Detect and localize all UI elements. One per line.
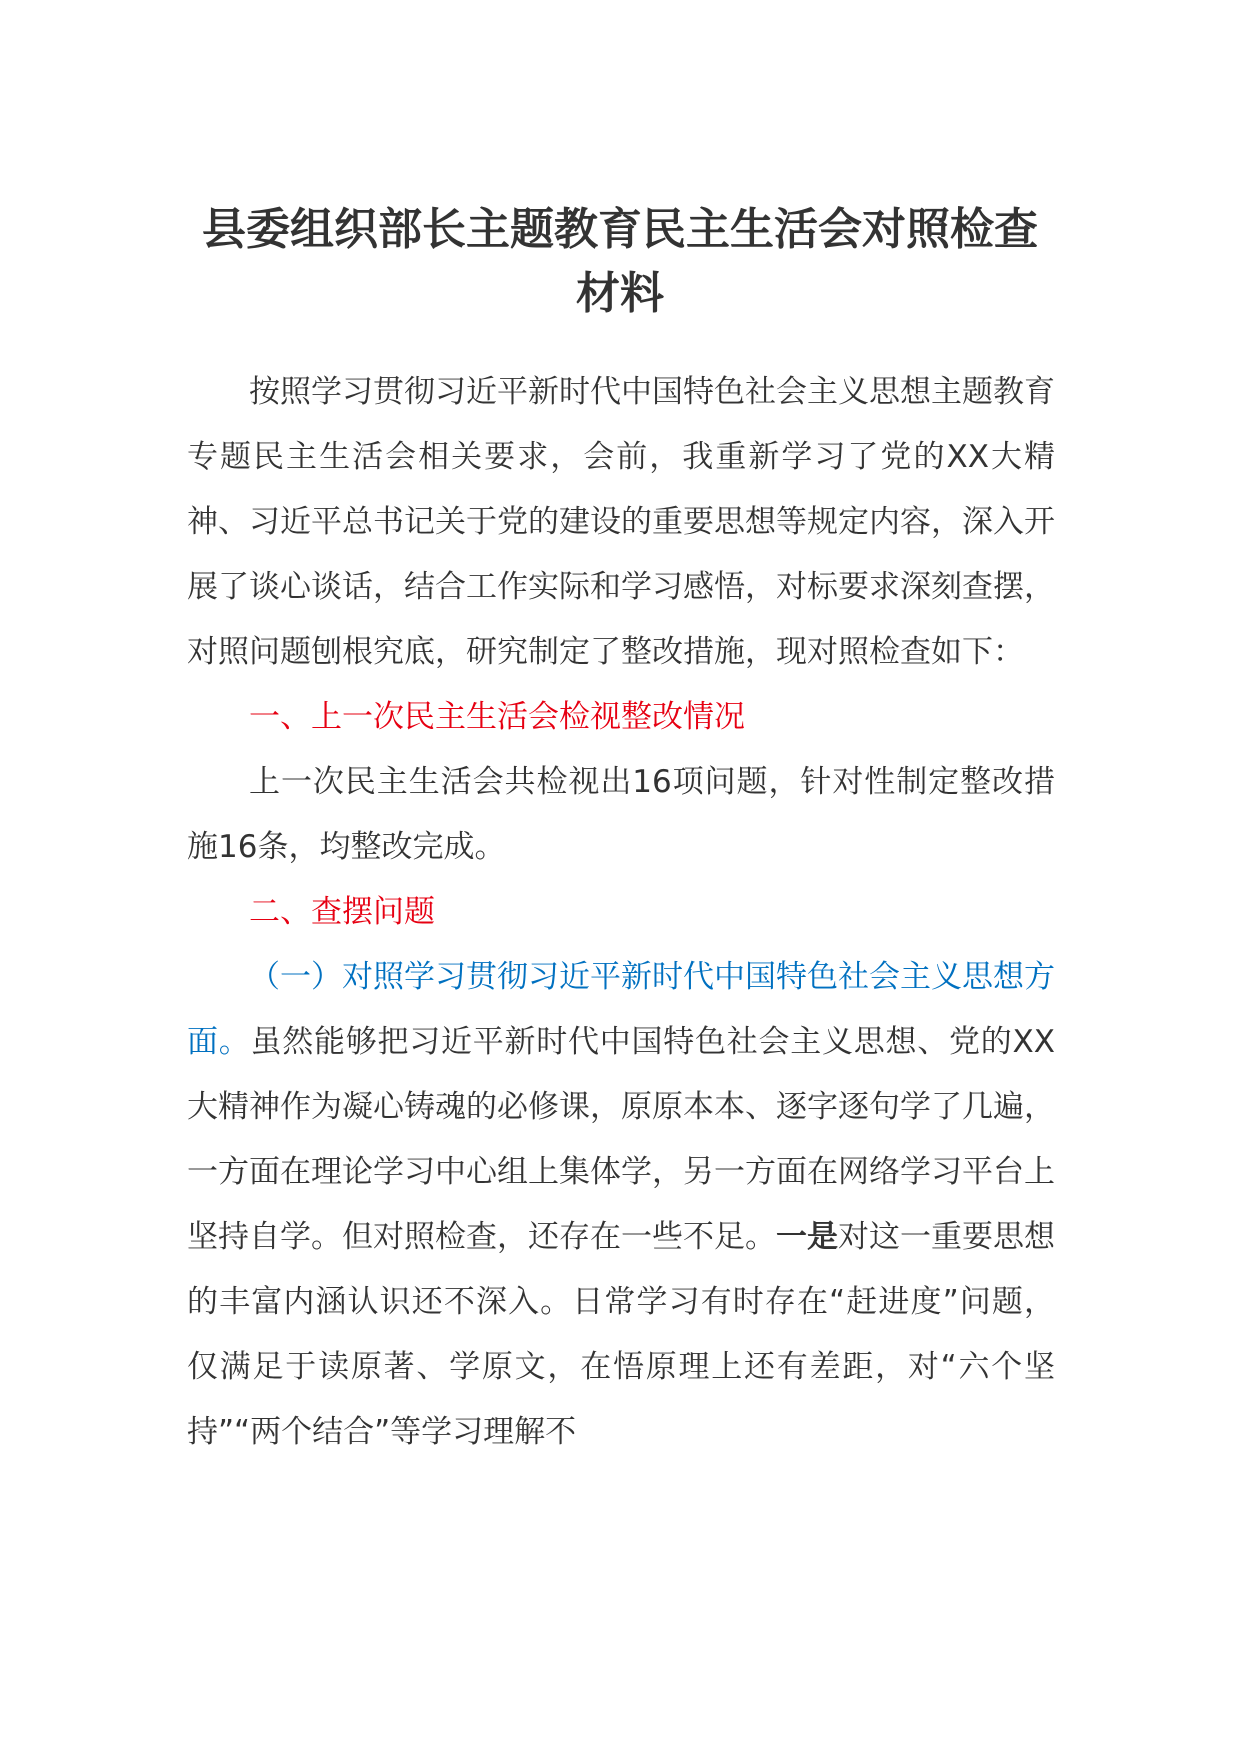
section-heading-problems: 二、查摆问题 [249,894,435,930]
subsection-heading-study: （一）对照学习贯彻习近平新时代中国特色社会主义思想方面。 [187,959,1055,1060]
review-paragraph: 上一次民主生活会共检视出16项问题，针对性制定整改措施16条，均整改完成。 [187,764,1055,865]
point-lead: 一是 [776,1219,838,1255]
intro-paragraph: 按照学习贯彻习近平新时代中国特色社会主义思想主题教育专题民主生活会相关要求，会前，我重新学习了党的XX大精神、习近平总书记关于党的建设的重要思想等规定内容，深入开展了谈心谈话，结合工作实际和学习感悟，对标要求深刻查摆，对照问题刨根究底，研究制定了整改措施，现对照检查如下： [187,374,1055,670]
section-heading-review: 一、上一次民主生活会检视整改情况 [249,699,745,735]
subsection-text: 虽然能够把习近平新时代中国特色社会主义思想、党的XX大精神作为凝心铸魂的必修课，原原本本、逐字逐句学了几遍，一方面在理论学习中心组上集体学，另一方面在网络学习平台上坚持自学。但对照检查，还存在一些不足。 [187,1024,1056,1255]
point-text: 对这一重要思想的丰富内涵认识还不深入。日常学习有时存在“赶进度”问题，仅满足于读原著、学原文，在悟原理上还有差距，对“六个坚持”“两个结合”等学习理解不 [187,1219,1055,1450]
document-title: 县委组织部长主题教育民主生活会对照检查材料 [202,204,1038,319]
problems-paragraph [187,945,1055,1465]
document-body [187,360,1055,1465]
